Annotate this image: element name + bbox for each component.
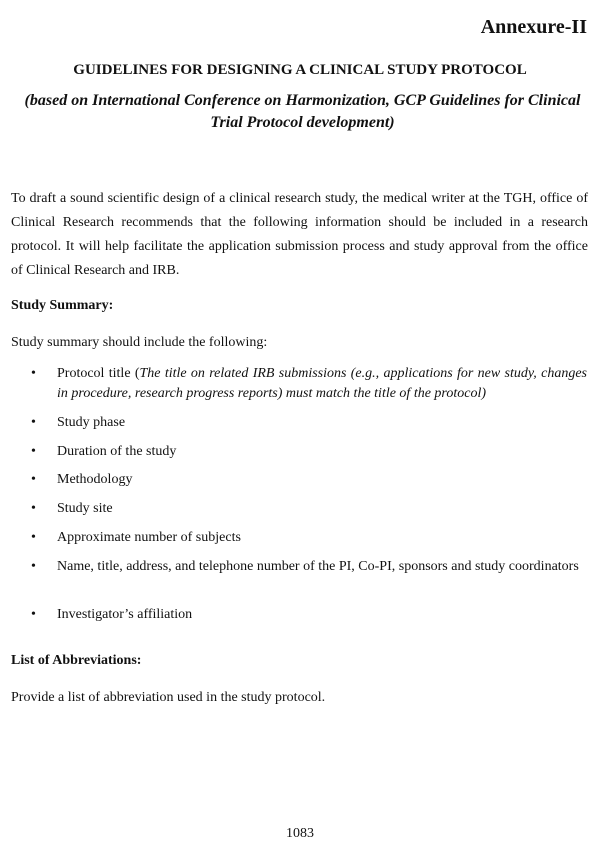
abbreviations-heading: List of Abbreviations: bbox=[11, 653, 142, 668]
list-item-text: Study site bbox=[57, 501, 113, 516]
list-item-text: Investigator’s affiliation bbox=[57, 607, 193, 622]
bullet-icon: • bbox=[31, 559, 36, 574]
bullet-icon: • bbox=[31, 607, 36, 622]
bullet-icon: • bbox=[31, 501, 36, 516]
list-item-text: Duration of the study bbox=[57, 444, 177, 459]
bullet-icon: • bbox=[31, 415, 36, 430]
list-item-text: Protocol title ( bbox=[57, 366, 140, 381]
list-item-text: Study phase bbox=[57, 415, 126, 430]
study-summary-intro: Study summary should include the following: bbox=[11, 335, 268, 350]
page-number: 1083 bbox=[286, 826, 314, 841]
bullet-icon: • bbox=[31, 366, 36, 381]
list-item-text: Name, title, address, and telephone number of the PI, Co-PI, sponsors and study coordinators bbox=[57, 559, 579, 574]
abbreviations-text: Provide a list of abbreviation used in the study protocol. bbox=[11, 690, 326, 705]
document-title: GUIDELINES FOR DESIGNING A CLINICAL STUDY PROTOCOL bbox=[73, 62, 527, 78]
annexure-label: Annexure-II bbox=[480, 16, 587, 38]
document-subtitle: (based on International Conference on Harmonization, GCP Guidelines for Clinical Trial Protocol development) bbox=[24, 92, 581, 131]
bullet-icon: • bbox=[31, 444, 36, 459]
bullet-icon: • bbox=[31, 530, 36, 545]
list-item-text: Approximate number of subjects bbox=[57, 530, 241, 545]
bullet-icon: • bbox=[31, 472, 36, 487]
study-summary-heading: Study Summary: bbox=[11, 298, 114, 313]
list-item-italic-note: The title on related IRB submissions (e.g., applications for new study, changes in procedure, research progress reports) must match the title of the protocol) bbox=[57, 366, 587, 401]
list-item-text: Methodology bbox=[57, 472, 133, 487]
intro-paragraph: To draft a sound scientific design of a clinical research study, the medical writer at the TGH, office of Clinical Research recommends that the following information should be included in a research protocol. It will help facilitate the application submission process and study approval from the office of Clinical Research and IRB. bbox=[11, 191, 588, 278]
